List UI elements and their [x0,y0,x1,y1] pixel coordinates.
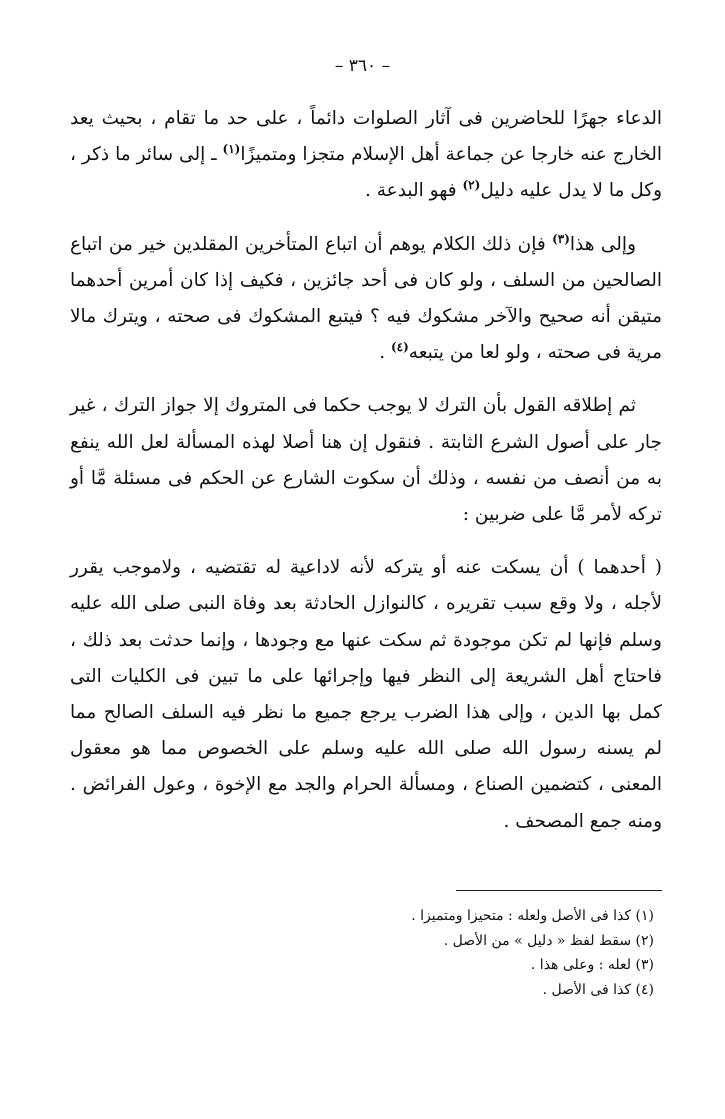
paragraph-text: وإلى هذا [569,233,637,255]
paragraph-text: فهو البدعة . [365,180,463,202]
footnote-item: (٤) كذا فى الأصل . [542,981,654,998]
paragraph [70,101,662,210]
footnote-item: (٢) سقط لفظ « دليل » من الأصل . [443,932,654,949]
paragraph [70,227,662,372]
paragraph-text: . [379,342,391,364]
footnote-item: (٣) لعله : وعلى هذا . [530,957,654,973]
paragraph-text: فإن ذلك الكلام يوهم أن اتباع المتأخرين المقلدين خير من اتباع الصالحين من السلف ، ولو كان فى أحد جائزين ، فكيف إذا كان أمرين أحدهما متيقن أنه صحيح والآخر مشكوك فيه ؟ فيتبع المشكوك فى صحته ، ويترك مالا مرية فى صحته ، ولو لعا من يتبعه [70,233,662,364]
page-number: – ٣٦٠ – [334,56,391,76]
footnote-item: (١) كذا فى الأصل ولعله : متحيزا ومتميزا . [411,908,654,924]
paragraph-text: ( أحدهما ) أن يسكت عنه أو يتركه لأنه لاداعية له تقتضيه ، ولاموجب يقرر لأجله ، ولا وقع سبب تقريره ، كالنوازل الحادثة بعد وفاة النبى صلى الله عليه وسلم فإنها لم تكن موجودة ثم سكت عنها مع وجودها ، وإنما حدثت بعد ذلك ، فاحتاج أهل الشريعة إلى النظر فيها وإجرائها على ما تبين فى الكليات التى كمل بها الدين ، وإلى هذا الضرب يرجع جميع ما نظر فيه السلف الصالح مما لم يسنه رسول الله صلى الله عليه وسلم على الخصوص مما هو معقول المعنى ، كتضمين الصناع ، ومسألة الحرام والجد مع الإخوة ، وعول الفرائض . ومنه جمع المصحف . [70,557,662,832]
paragraph-text: ثم إطلاقه القول بأن الترك لا يوجب حكما فى المتروك إلا جواز الترك ، غير جار على أصول الشرع الثابتة . فنقول إن هنا أصلا لهذه المسألة لعل الله ينفع به من أنصف من نفسه ، وذلك أن سكوت الشارع عن الحكم فى مسئلة مَّا أو تركه لأمر مَّا على ضربين : [70,395,662,526]
paragraph-text: ـ إلى سائر ما ذكر ، وكل ما لا يدل عليه دليل [70,144,662,202]
footnotes [70,904,662,1002]
footnote-marker: (٣) [552,231,570,246]
paragraph [70,550,662,840]
paragraph [70,388,662,533]
footnote-divider [456,890,662,891]
paragraph-text: الدعاء جهرًا للحاضرين فى آثار الصلوات دائماً ، على حد ما تقام ، بحيث يعد الخارج عنه خارجا عن جماعة أهل الإسلام متجزا ومتميزًا [70,108,662,166]
footnote-marker: (٢) [462,178,481,193]
footnote-marker: (٤) [390,340,409,355]
footnote-marker: (١) [222,142,241,157]
main-text [70,101,662,840]
